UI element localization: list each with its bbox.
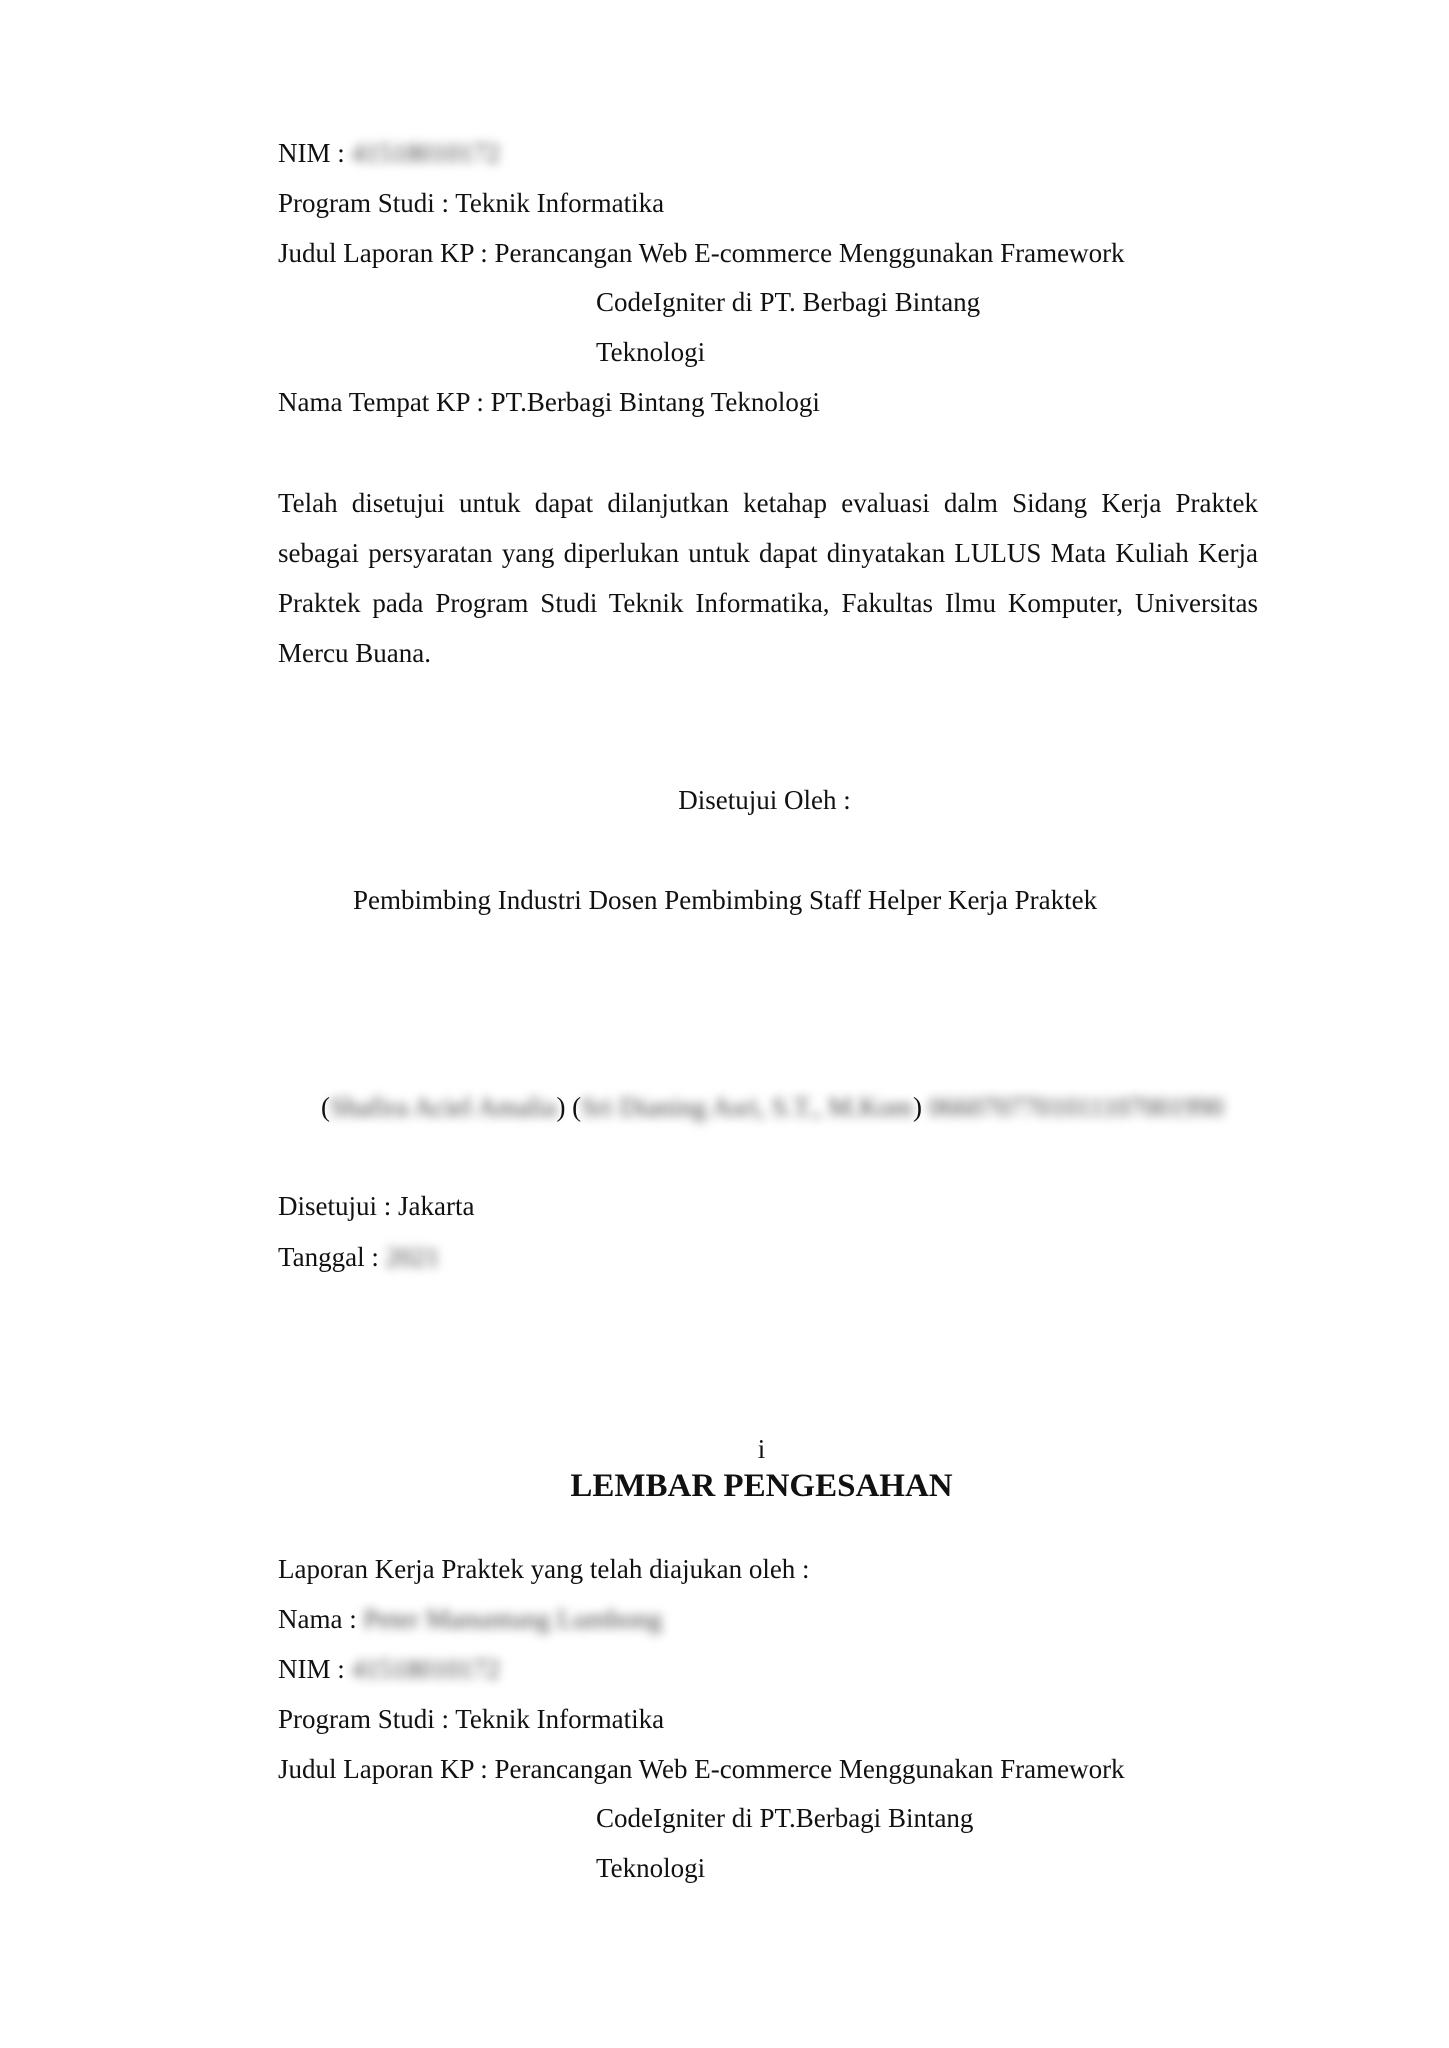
signatory-name-1-redacted: Shafira Aciel Amalia [330, 1092, 557, 1122]
disetujui-tempat-line: Disetujui : Jakarta [278, 1191, 475, 1221]
nim-line [278, 136, 500, 170]
judul-line-2: CodeIgniter di PT. Berbagi Bintang [596, 287, 981, 317]
nama-label: Nama : [278, 1604, 357, 1634]
disetujui-oleh-heading: Disetujui Oleh : [678, 785, 851, 815]
nim-label-bottom: NIM : [278, 1654, 345, 1684]
nama-value-redacted: Peter Manuntung Lumbong [363, 1604, 662, 1634]
program-studi-line-bottom: Program Studi : Teknik Informatika [278, 1704, 665, 1734]
intro-line: Laporan Kerja Praktek yang telah diajukan oleh : [278, 1554, 810, 1584]
approval-paragraph: Telah disetujui untuk dapat dilanjutkan ketahap evaluasi dalm Sidang Kerja Praktek sebagai persyaratan yang diperlukan untuk dapat dinyatakan LULUS Mata Kuliah Kerja Praktek pada Program Studi Teknik Informatika, Fakultas Ilmu Komputer, Universitas Mercu Buana. [278, 488, 1258, 668]
paren-close: ) [912, 1092, 922, 1122]
signatory-name-2-redacted: Sri Dianing Asri, S.T., M.Kom [581, 1092, 913, 1122]
judul-line-1-bottom: Judul Laporan KP : Perancangan Web E-commerce Menggunakan Framework [278, 1754, 1125, 1784]
nim-label: NIM : [278, 138, 345, 168]
nama-tempat-line: Nama Tempat KP : PT.Berbagi Bintang Teknologi [278, 387, 820, 417]
judul-line-2-bottom: CodeIgniter di PT.Berbagi Bintang [596, 1803, 974, 1833]
nim-value-bottom-redacted: 41518010172 [351, 1654, 500, 1684]
signatory-roles: Pembimbing Industri Dosen Pembimbing Staff Helper Kerja Praktek [353, 885, 1098, 915]
signatory-id-redacted: 0660707701011107001990 [928, 1092, 1224, 1122]
nama-line [278, 1602, 662, 1636]
tanggal-label: Tanggal : [278, 1242, 379, 1272]
section-title: LEMBAR PENGESAHAN [570, 1468, 953, 1504]
paren-open: ( [321, 1092, 330, 1122]
judul-line-1: Judul Laporan KP : Perancangan Web E-commerce Menggunakan Framework [278, 238, 1125, 268]
nim-value-redacted: 41518010172 [351, 138, 500, 168]
judul-line-3: Teknologi [596, 337, 706, 367]
nim-line-bottom [278, 1652, 500, 1686]
paren-mid: ) ( [556, 1092, 582, 1122]
tanggal-value-redacted: 2021 [385, 1242, 440, 1272]
judul-line-3-bottom: Teknologi [596, 1853, 706, 1883]
tanggal-line [278, 1240, 440, 1274]
program-studi-line: Program Studi : Teknik Informatika [278, 188, 665, 218]
page-number: i [757, 1434, 766, 1464]
signature-names-line [321, 1090, 1224, 1124]
